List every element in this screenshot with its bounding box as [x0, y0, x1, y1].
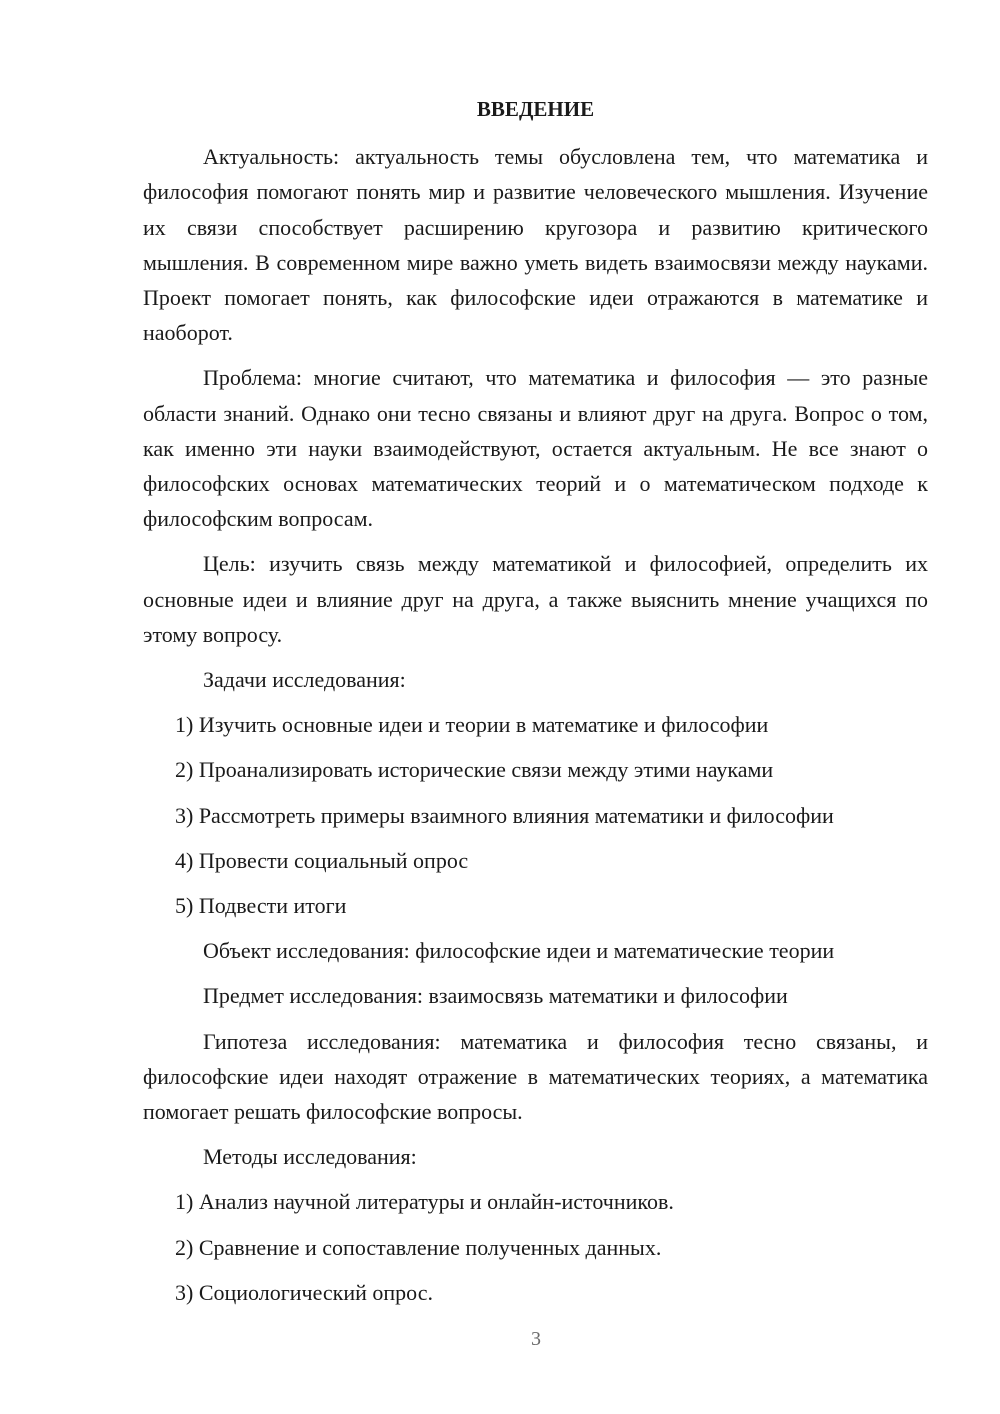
document-page	[143, 92, 928, 1320]
methods-list	[143, 1184, 928, 1310]
list-item: 2) Проанализировать исторические связи между этими науками	[175, 757, 774, 783]
page-title: ВВЕДЕНИЕ	[476, 97, 595, 121]
list-item: 1) Изучить основные идеи и теории в математике и философии	[175, 712, 769, 738]
list-item: 3) Социологический опрос.	[175, 1279, 433, 1305]
list-item: 1) Анализ научной литературы и онлайн-источников.	[175, 1189, 674, 1215]
list-item: 3) Рассмотреть примеры взаимного влияния математики и философии	[175, 802, 834, 828]
list-item: 4) Провести социальный опрос	[175, 847, 469, 873]
relevance-paragraph: Актуальность: актуальность темы обусловлена тем, что математика и философия помогают понять мир и развитие человеческого мышления. Изучение их связи способствует расширению кругозора и развитию критического мышления. В современном мире важно уметь видеть взаимосвязи между науками. Проект помогает понять, как философские идеи отражаются в математике и наоборот.	[143, 144, 928, 346]
tasks-list	[143, 707, 928, 923]
page-number: 3	[531, 1328, 541, 1350]
tasks-heading: Задачи исследования:	[203, 667, 406, 693]
problem-paragraph: Проблема: многие считают, что математика и философия — это разные области знаний. Однако они тесно связаны и влияют друг на друга. Вопрос о том, как именно эти науки взаимодействуют, остается актуальным. Не все знают о философских основах математических теорий и о математическом подходе к философским вопросам.	[143, 365, 928, 532]
hypothesis-paragraph: Гипотеза исследования: математика и философия тесно связаны, и философские идеи находят отражение в математических теориях, а математика помогает решать философские вопросы.	[143, 1028, 928, 1125]
list-item: 5) Подвести итоги	[175, 893, 347, 919]
methods-heading: Методы исследования:	[203, 1144, 417, 1170]
list-item: 2) Сравнение и сопоставление полученных данных.	[175, 1234, 662, 1260]
research-object: Объект исследования: философские идеи и математические теории	[203, 938, 835, 964]
research-subject: Предмет исследования: взаимосвязь математики и философии	[203, 983, 788, 1009]
goal-paragraph: Цель: изучить связь между математикой и философией, определить их основные идеи и влияние друг на друга, а также выяснить мнение учащихся по этому вопросу.	[143, 551, 928, 647]
